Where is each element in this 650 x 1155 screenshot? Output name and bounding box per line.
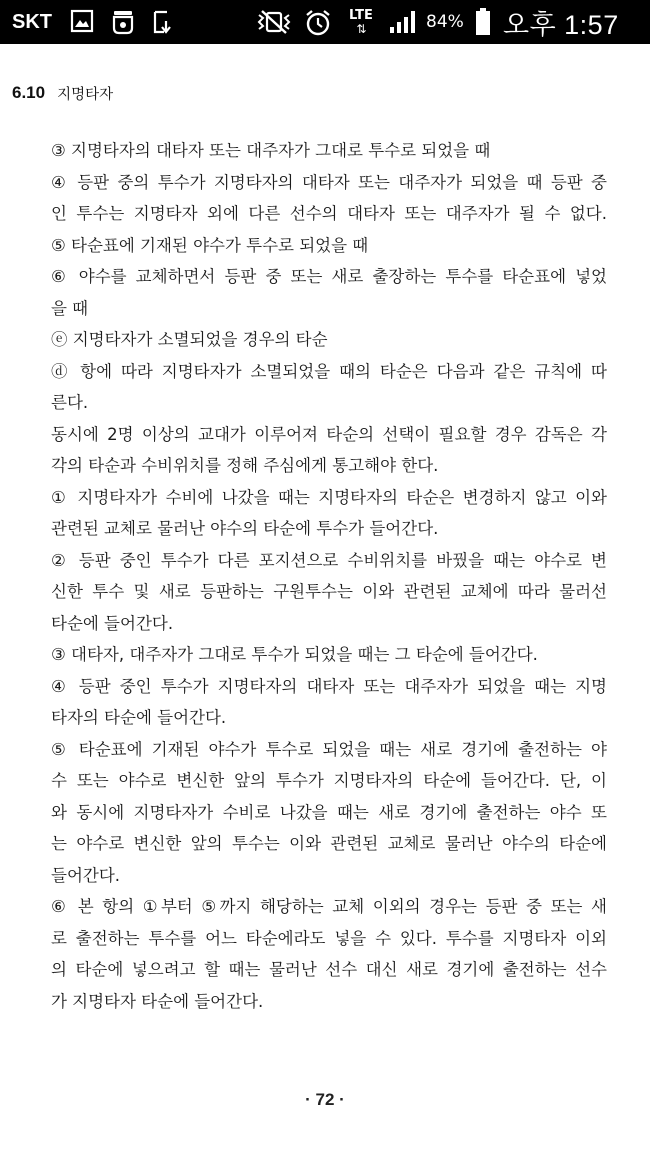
- text-line: ② 등판 중인 투수가 다른 포지션으로 수비위치를 바꿨을 때는 야수로 변: [51, 550, 607, 570]
- text-line: 을 때: [51, 298, 89, 318]
- text-line: 로 출전하는 투수를 어느 타순에라도 넣을 수 있다. 투수를 지명타자 이외: [51, 928, 607, 948]
- text-line: 타순에 들어간다.: [51, 613, 174, 633]
- download-icon: [152, 9, 176, 35]
- rule-text-body: [51, 135, 607, 1017]
- text-line: 의 타순에 넣으려고 할 때는 물러난 선수 대신 새로 경기에 출전하는 선수: [51, 960, 607, 979]
- section-number: 6.10: [12, 83, 46, 102]
- battery-percent: 84%: [426, 12, 464, 32]
- alarm-icon: [304, 9, 332, 37]
- text-line: ④ 등판 중인 투수가 지명타자의 대타자 또는 대주자가 되었을 때는 지명: [51, 676, 607, 696]
- section-title: 지명타자: [57, 86, 114, 103]
- text-line: ③ 대타자, 대주자가 그대로 투수가 되었을 때는 그 타순에 들어간다.: [51, 645, 538, 664]
- page-number: · 72 ·: [305, 1090, 345, 1109]
- vibrate-icon: [256, 9, 292, 35]
- text-line: 신한 투수 및 새로 등판하는 구원투수는 이와 관련된 교체에 따라 물러선: [51, 582, 607, 601]
- section-header: [12, 80, 113, 106]
- carrier-label: SKT: [12, 10, 52, 33]
- text-line: 수 또는 야수로 변신한 앞의 투수가 지명타자의 타순에 들어간다. 단, 이: [51, 771, 607, 790]
- lte-data-icon: LTE ⇅: [349, 8, 373, 36]
- text-line: 관련된 교체로 물러난 야수의 타순에 투수가 들어간다.: [51, 519, 439, 538]
- text-line: ⑤ 타순표에 기재된 야수가 투수로 되었을 때는 새로 경기에 출전하는 야: [51, 739, 607, 759]
- text-line: ⓔ 지명타자가 소멸되었을 경우의 타순: [51, 330, 328, 349]
- battery-icon: [475, 8, 491, 36]
- notification-icon: [110, 9, 136, 35]
- text-line: 타자의 타순에 들어간다.: [51, 708, 227, 727]
- text-line: 와 동시에 지명타자가 수비로 나갔을 때는 새로 경기에 출전하는 야수 또: [51, 802, 607, 822]
- text-line: 들어간다.: [51, 865, 121, 885]
- text-line: 가 지명타자 타순에 들어간다.: [51, 991, 264, 1011]
- signal-icon: [388, 9, 418, 35]
- text-line: ④ 등판 중의 투수가 지명타자의 대타자 또는 대주자가 되었을 때 등판 중: [51, 172, 607, 192]
- network-label: LTE: [349, 8, 373, 23]
- text-line: 인 투수는 지명타자 외에 다른 선수의 대타자 또는 대주자가 될 수 없다.: [51, 204, 607, 223]
- text-line: 는 야수로 변신한 앞의 투수는 이와 관련된 교체로 물러난 야수의 타순에: [51, 834, 607, 853]
- text-line: ① 지명타자가 수비에 나갔을 때는 지명타자의 타순은 변경하지 않고 이와: [51, 487, 607, 507]
- text-line: ⑤ 타순표에 기재된 야수가 투수로 되었을 때: [51, 235, 369, 255]
- text-line: ⑥ 본 항의 ①부터 ⑤까지 해당하는 교체 이외의 경우는 등판 중 또는 새: [51, 897, 607, 916]
- status-bar: [0, 0, 650, 44]
- text-line: 동시에 2명 이상의 교대가 이루어져 타순의 선택이 필요할 경우 감독은 각: [51, 424, 607, 444]
- text-line: 른다.: [51, 393, 89, 412]
- text-line: ⑥ 야수를 교체하면서 등판 중 또는 새로 출장하는 투수를 타순표에 넣었: [51, 267, 607, 286]
- gallery-icon: [70, 9, 94, 33]
- text-line: ⓓ 항에 따라 지명타자가 소멸되었을 때의 타순은 다음과 같은 규칙에 따: [51, 361, 607, 381]
- text-line: ③ 지명타자의 대타자 또는 대주자가 그대로 투수로 되었을 때: [51, 141, 491, 160]
- text-line: 각의 타순과 수비위치를 정해 주심에게 통고해야 한다.: [51, 456, 439, 475]
- clock: 오후 1:57: [503, 9, 619, 40]
